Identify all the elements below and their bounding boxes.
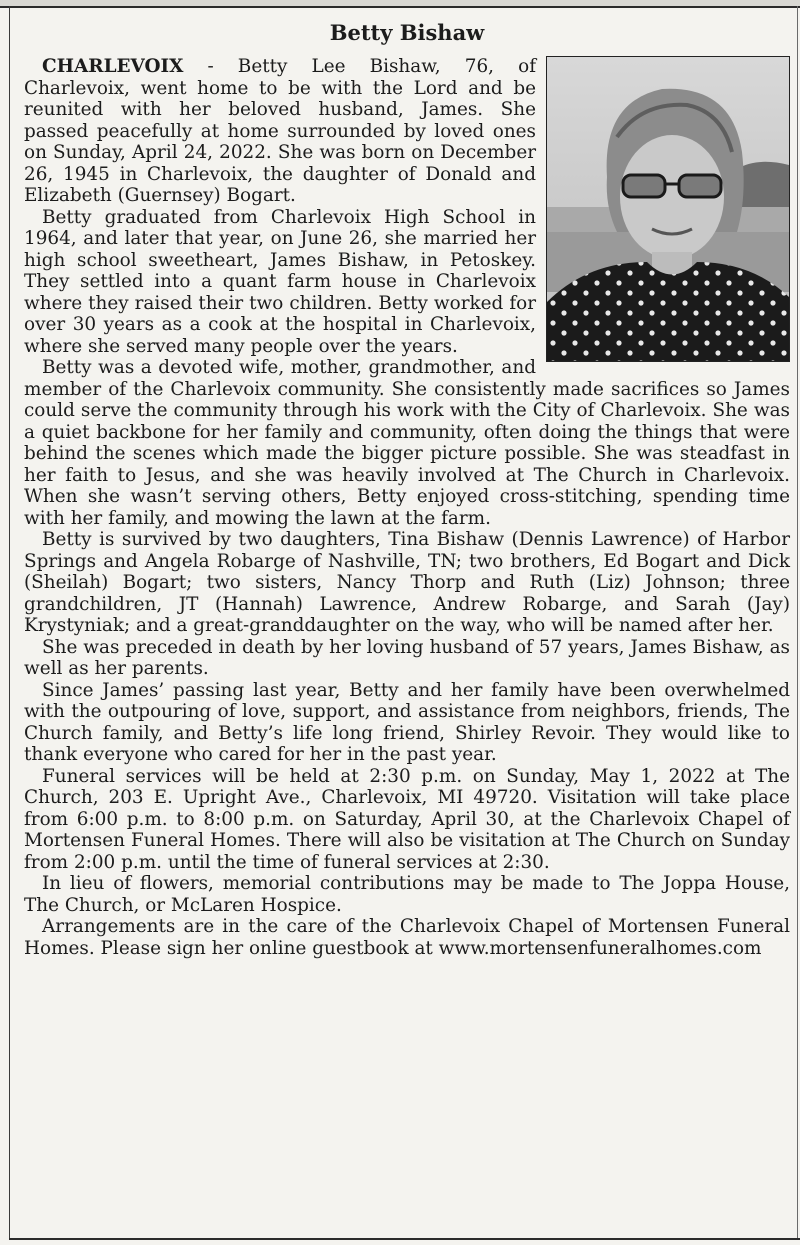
paragraph: In lieu of flowers, memorial contributions may be made to The Joppa House, The Church, or McLaren Hospice.: [24, 873, 790, 916]
bottom-rule: [9, 1238, 800, 1240]
top-rule: [0, 6, 800, 8]
paragraph: Betty is survived by two daughters, Tina Bishaw (Dennis Lawrence) of Harbor Springs and Angela Robarge of Nashville, TN; two brothers, Ed Bogart and Dick (Sheilah) Bogart; two sisters, Nancy Thorp and Ruth (Liz) Johnson; three grandchildren, JT (Hannah) Lawrence, Andrew Robarge, and Sarah (Jay) Krystyniak; and a great-granddaughter on the way, who will be named after her.: [24, 529, 790, 636]
dateline: CHARLEVOIX: [42, 56, 184, 77]
portrait-photo: [546, 56, 790, 362]
paragraph: Funeral services will be held at 2:30 p.m. on Sunday, May 1, 2022 at The Church, 203 E. Upright Ave., Charlevoix, MI 49720. Visitation will take place from 6:00 p.m. to 8:00 p.m. on Saturday, April 30, at the Charlevoix Chapel of Mortensen Funeral Homes. There will also be visitation at The Church on Sunday from 2:00 p.m. until the time of funeral services at 2:30.: [24, 765, 790, 873]
paragraph: Betty graduated from Charlevoix High School in 1964, and later that year, on June 26, she married her high school sweetheart, James Bishaw, in Petoskey. They settled into a quant farm house in Charlevoix where they raised their two children. Betty worked for over 30 years as a cook at the hospital in Charlevoix, where she served many people over the years.: [24, 206, 536, 357]
lead-text: - Betty Lee Bishaw, 76, of Charlevoix, went home to be with the Lord and be reunited with her beloved husband, James. She passed peacefully at home surrounded by loved ones on Sunday, April 24, 2022. She was born on December 26, 1945 in Charlevoix, the daughter of Donald and Elizabeth (Guernsey) Bogart.: [24, 56, 536, 206]
right-column-rule: [797, 6, 798, 1239]
paragraph: Betty was a devoted wife, mother, grandmother, and member of the Charlevoix community. She consistently made sacrifices so James could serve the community through his work with the City of Charlevoix. She was a quiet backbone for her family and community, often doing the things that were behind the scenes which made the bigger picture possible. She was steadfast in her faith to Jesus, and she was heavily involved at The Church in Charlevoix. When she wasn’t serving others, Betty enjoyed cross-stitching, spending time with her family, and mowing the lawn at the farm.: [24, 357, 790, 529]
paragraph: She was preceded in death by her loving husband of 57 years, James Bishaw, as well as her parents.: [24, 636, 790, 679]
obituary-title: Betty Bishaw: [329, 20, 485, 45]
obituary-article: [24, 18, 790, 959]
left-column-rule: [9, 6, 10, 1239]
paragraph: Arrangements are in the care of the Charlevoix Chapel of Mortensen Funeral Homes. Please sign her online guestbook at www.mortensenfuneralhomes.com: [24, 916, 790, 959]
paragraph: Since James’ passing last year, Betty and her family have been overwhelmed with the outpouring of love, support, and assistance from neighbors, friends, The Church family, and Betty’s life long friend, Shirley Revoir. They would like to thank everyone who cared for her in the past year.: [24, 679, 790, 765]
